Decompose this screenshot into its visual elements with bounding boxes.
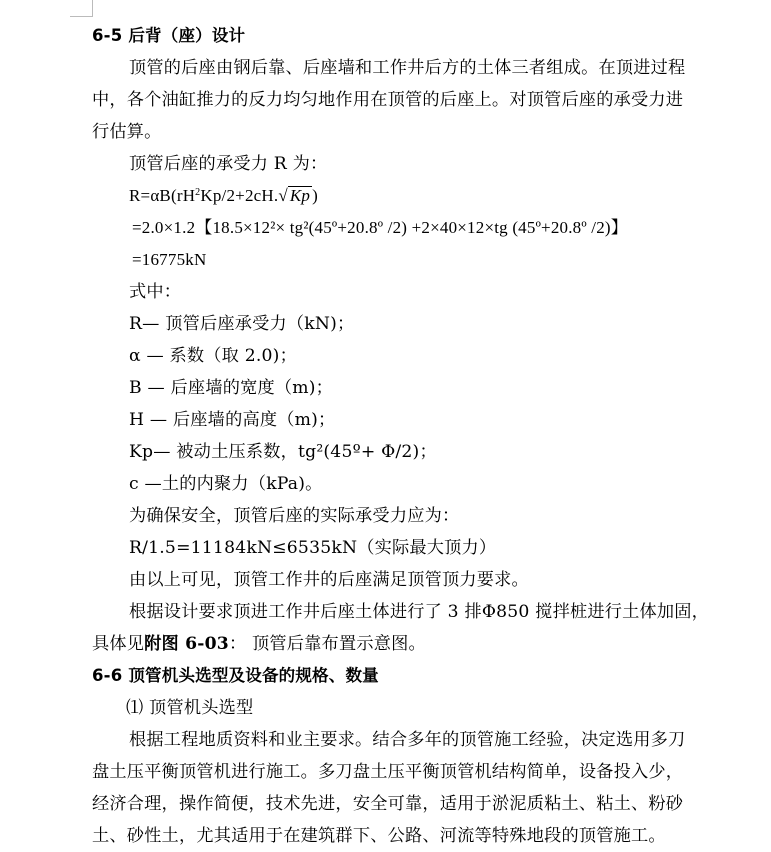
definition-c: c —土的内聚力（kPa)。 xyxy=(129,474,323,494)
reinforce-line-2 xyxy=(92,628,732,660)
safety-formula: R/1.5=11184kN≤6535kN（实际最大顶力） xyxy=(129,538,497,558)
formula-line-1-sup: 2 xyxy=(195,187,201,198)
formula-line-3: =16775kN xyxy=(132,250,207,269)
formula-line-1 xyxy=(92,180,732,212)
reinforce-line-2-suffix: ： 顶管后靠布置示意图。 xyxy=(228,634,426,654)
intro-paragraph-line-1: 顶管的后座由钢后靠、后座墙和工作井后方的土体三者组成。在顶进过程 xyxy=(129,58,686,78)
section-6-5-heading: 6-5 后背（座）设计 xyxy=(92,26,246,45)
machine-paragraph-line-3: 经济合理，操作简便，技术先进，安全可靠，适用于淤泥质粘土、粘土、粉砂 xyxy=(92,794,684,814)
definition-kp: Kp— 被动土压系数，tg²(45º+ Φ/2)； xyxy=(129,442,437,462)
where-label: 式中： xyxy=(129,282,182,302)
radical-sign-icon: √ xyxy=(278,186,288,205)
section-6-6-heading: 6-6 顶管机头选型及设备的规格、数量 xyxy=(92,666,379,685)
formula-line-1-mid: Kp/2+2cH. xyxy=(200,186,279,205)
formula-line-1-suffix: ) xyxy=(312,186,318,205)
machine-paragraph-line-2: 盘土压平衡顶管机进行施工。多刀盘土压平衡顶管机结构简单，设备投入少， xyxy=(92,762,684,782)
safety-intro: 为确保安全，顶管后座的实际承受力应为： xyxy=(129,506,460,526)
definition-r: R— 顶管后座承受力（kN)； xyxy=(129,314,355,334)
definition-b: B — 后座墙的宽度（m)； xyxy=(129,378,334,398)
definition-h: H — 后座墙的高度（m)； xyxy=(129,410,336,430)
definition-alpha: α — 系数（取 2.0)； xyxy=(129,346,297,366)
formula-line-1-root: Kp xyxy=(289,186,311,205)
intro-paragraph-line-2: 中，各个油缸推力的反力均匀地作用在顶管的后座上。对顶管后座的承受力进 xyxy=(92,90,684,110)
reinforce-line-1: 根据设计要求顶进工作井后座土体进行了 3 排Φ850 搅拌桩进行土体加固， xyxy=(129,602,710,622)
reinforce-line-2-prefix: 具体见 xyxy=(92,634,145,654)
machine-paragraph-line-1: 根据工程地质资料和业主要求。结合多年的顶管施工经验，决定选用多刀 xyxy=(129,730,686,750)
document-body xyxy=(92,20,732,852)
section-6-6-subtitle: ⑴ 顶管机头选型 xyxy=(126,698,254,718)
formula-line-1-prefix: R=αB(rH xyxy=(129,186,196,205)
intro-paragraph-line-3: 行估算。 xyxy=(92,122,162,142)
figure-reference: 附图 6-03 xyxy=(144,634,229,654)
formula-line-2: =2.0×1.2【18.5×12²× tg²(45º+20.8º /2) +2×40×12×tg (45º+20.8º /2)】 xyxy=(132,218,628,237)
conclusion-line: 由以上可见，顶管工作井的后座满足顶管顶力要求。 xyxy=(129,570,529,590)
page-corner-mark xyxy=(70,0,93,17)
machine-paragraph-line-4: 土、砂性土，尤其适用于在建筑群下、公路、河流等特殊地段的顶管施工。 xyxy=(92,826,666,846)
formula-intro: 顶管后座的承受力 R 为： xyxy=(129,154,328,174)
